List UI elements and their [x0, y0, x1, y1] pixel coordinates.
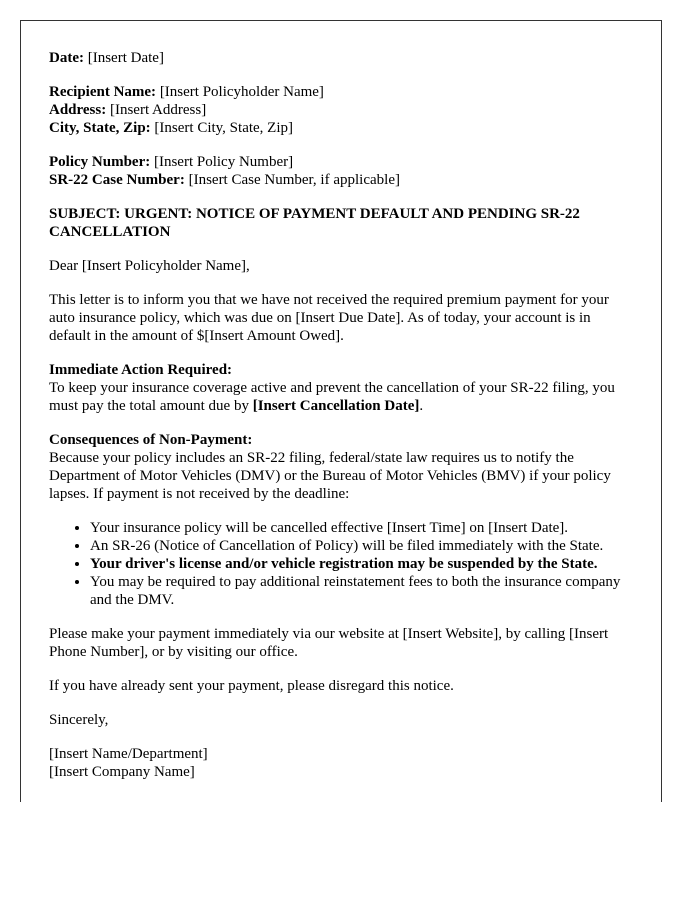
consequences-list	[49, 519, 634, 609]
payment-paragraph: Please make your payment immediately via our website at [Insert Website], by calling [Insert Phone Number], or by visiting our office.	[49, 626, 609, 660]
recipient-value: [Insert Policyholder Name]	[159, 84, 324, 100]
list-item	[90, 555, 634, 573]
action-section	[49, 361, 634, 415]
city-value: [Insert City, State, Zip]	[154, 120, 294, 136]
signature	[49, 745, 634, 781]
address-label: Address:	[49, 102, 107, 118]
address-value: [Insert Address]	[109, 102, 207, 118]
list-item-bold: Your driver's license and/or vehicle registration may be suspended by the State.	[90, 556, 598, 572]
disregard-paragraph: If you have already sent your payment, please disregard this notice.	[49, 678, 454, 694]
intro-paragraph: This letter is to inform you that we have not received the required premium payment for your auto insurance policy, which was due on [Insert Due Date]. As of today, your account is in default in the amount of $[Insert Amount Owed].	[49, 292, 609, 344]
city-label: City, State, Zip:	[49, 120, 151, 136]
date-value: [Insert Date]	[87, 50, 164, 66]
consequences-text: Because your policy includes an SR-22 filing, federal/state law requires us to notify the Department of Motor Vehicles (DMV) or the Bureau of Motor Vehicles (BMV) if your policy lapses. If payment is not received by the deadline:	[49, 450, 611, 502]
action-end: .	[419, 398, 424, 414]
subject-text: SUBJECT: URGENT: NOTICE OF PAYMENT DEFAULT AND PENDING SR-22 CANCELLATION	[49, 206, 580, 240]
action-text: To keep your insurance coverage active and prevent the cancellation of your SR-22 filing, you must pay the total amount due by	[49, 380, 615, 414]
consequences-section	[49, 431, 634, 503]
action-heading: Immediate Action Required:	[49, 362, 233, 378]
consequences-heading: Consequences of Non-Payment:	[49, 432, 253, 448]
case-label: SR-22 Case Number:	[49, 172, 185, 188]
policy-block	[49, 153, 634, 189]
signature-name: [Insert Name/Department]	[49, 746, 208, 762]
recipient-label: Recipient Name:	[49, 84, 157, 100]
list-item: • An SR-26 (Notice of Cancellation of Policy) will be filed immediately with the State.	[90, 537, 634, 555]
recipient-block	[49, 83, 634, 137]
date-line	[49, 49, 634, 67]
policy-value: [Insert Policy Number]	[153, 154, 294, 170]
list-item: • Your insurance policy will be cancelled effective [Insert Time] on [Insert Date].	[90, 519, 634, 537]
subject	[49, 205, 634, 241]
policy-label: Policy Number:	[49, 154, 151, 170]
closing: Sincerely,	[49, 712, 109, 728]
date-label: Date:	[49, 50, 84, 66]
letter	[20, 20, 662, 802]
list-item: • You may be required to pay additional reinstatement fees to both the insurance company and the DMV.	[90, 573, 634, 609]
salutation: Dear [Insert Policyholder Name],	[49, 258, 250, 274]
case-value: [Insert Case Number, if applicable]	[188, 172, 400, 188]
signature-company: [Insert Company Name]	[49, 764, 195, 780]
action-deadline: [Insert Cancellation Date]	[252, 398, 420, 414]
